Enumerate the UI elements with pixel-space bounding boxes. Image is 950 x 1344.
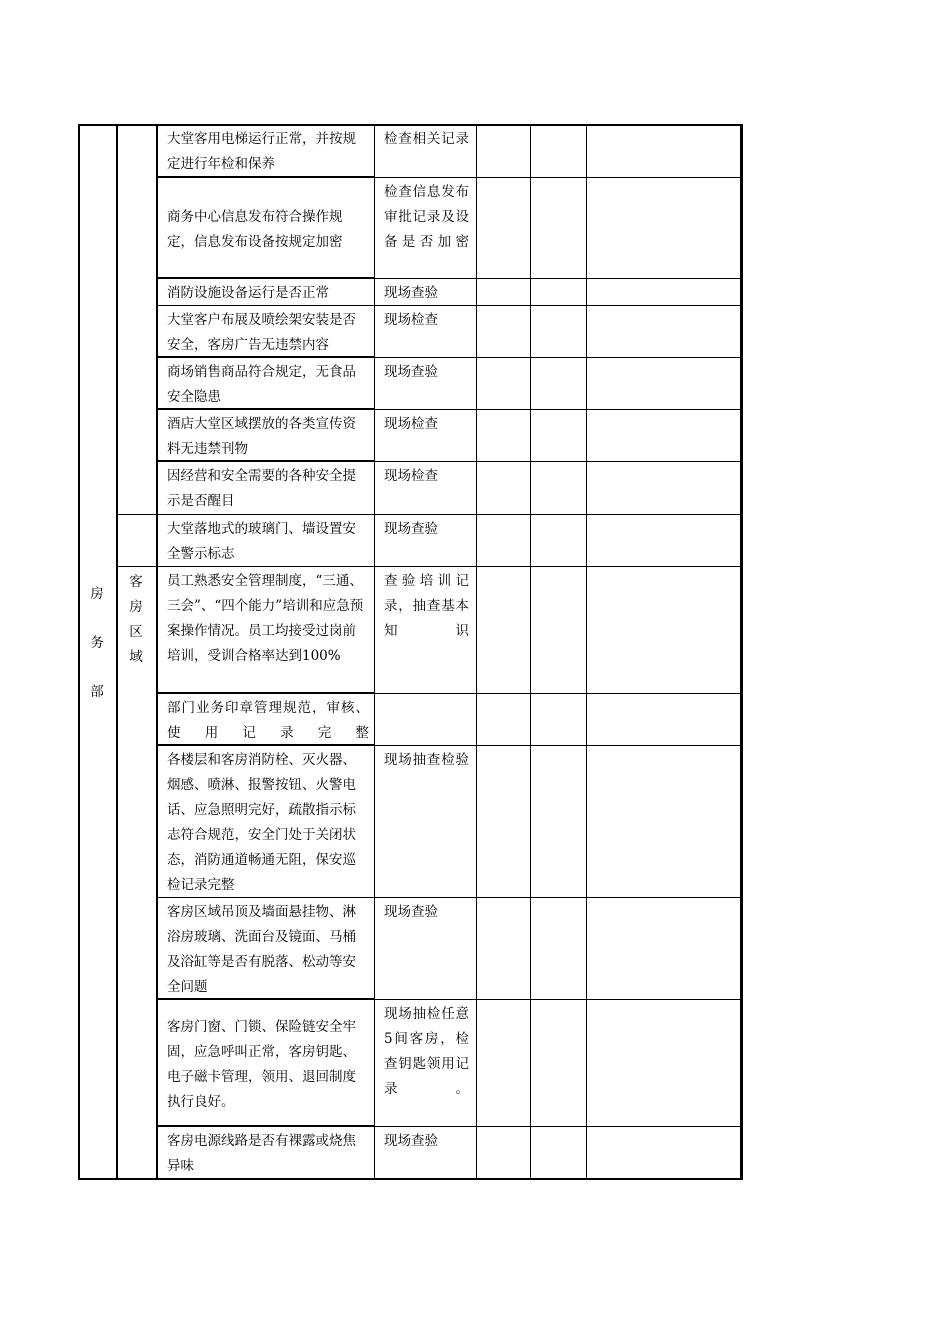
item-text: 员工熟悉安全管理制度，“三通、三会”、“四个能力”培训和应急预案操作情况。员工均接受过岗前培训，受训合格率达到100%: [167, 573, 364, 664]
item-text: 各楼层和客房消防栓、灭火器、烟感、喷淋、报警按钮、火警电话、应急照明完好，疏散指示标志符合规范，安全门处于关闭状态，消防通道畅通无阻，保安巡检记录完整: [167, 752, 356, 893]
method-text: 现场查验: [384, 904, 438, 920]
department-char: 务: [90, 635, 104, 651]
col-sep-6: [586, 124, 587, 1180]
item-text: 客房门窗、门锁、保险链安全牢固，应急呼叫正常，客房钥匙、电子磁卡管理，领用、退回制度执行良好。: [167, 1019, 356, 1110]
item-underline: [158, 692, 374, 694]
item-underline: [158, 1125, 374, 1127]
method-text: 现场查验: [384, 1133, 438, 1149]
department-char: 部: [90, 684, 104, 700]
method-text: 现场抽查检验: [384, 752, 469, 768]
method-text: 检查信息发布审批记录及设备是否加密: [384, 184, 469, 250]
inspection-table: [78, 124, 742, 1180]
method-text: 现场查验: [384, 521, 438, 537]
item-text: 商务中心信息发布符合操作规定，信息发布设备按规定加密: [167, 209, 343, 250]
method-text: 现场查验: [384, 364, 438, 380]
method-text: 查验培训记录，抽查基本知识: [384, 573, 469, 639]
item-text: 消防设施设备运行是否正常: [167, 285, 329, 301]
method-text: 检查相关记录: [384, 131, 469, 147]
department-char: 房: [90, 586, 104, 602]
col-sep-5: [530, 124, 531, 1180]
row-sep-7: [116, 514, 742, 515]
table-border-right: [740, 124, 743, 1180]
method-text: [375, 695, 477, 696]
method-text: 现场抽检任意5间客房，检查钥匙领用记录。: [384, 1006, 469, 1097]
area-char: 客: [129, 574, 143, 590]
item-text: 大堂客用电梯运行正常，并按规定进行年检和保养: [167, 131, 356, 172]
item-text: 客房电源线路是否有裸露或烧焦异味: [167, 1133, 356, 1174]
item-text: 大堂客户布展及喷绘架安装是否安全，客房广告无违禁内容: [167, 312, 356, 353]
department-label: [78, 570, 116, 717]
method-text: 现场检查: [384, 468, 438, 484]
method-text: 现场检查: [384, 416, 438, 432]
item-text: 因经营和安全需要的各种安全提示是否醒目: [167, 468, 356, 509]
item-text: 部门业务印章管理规范，审核、使用记录完整: [167, 700, 369, 741]
item-text: 商场销售商品符合规定，无食品安全隐患: [167, 364, 356, 405]
item-text: 客房区域吊顶及墙面悬挂物、淋浴房玻璃、洗面台及镜面、马桶及浴缸等是否有脱落、松动等安全问题: [167, 904, 356, 995]
area-label: [116, 570, 156, 670]
method-text: 现场检查: [384, 312, 438, 328]
item-text: 酒店大堂区域摆放的各类宣传资料无违禁刊物: [167, 416, 356, 457]
area-char: 区: [129, 624, 143, 640]
area-char: 域: [129, 649, 143, 665]
area-char: 房: [129, 599, 143, 615]
item-text: 大堂落地式的玻璃门、墙设置安全警示标志: [167, 521, 356, 562]
method-text: 现场查验: [384, 285, 438, 301]
item-underline: [158, 277, 374, 279]
